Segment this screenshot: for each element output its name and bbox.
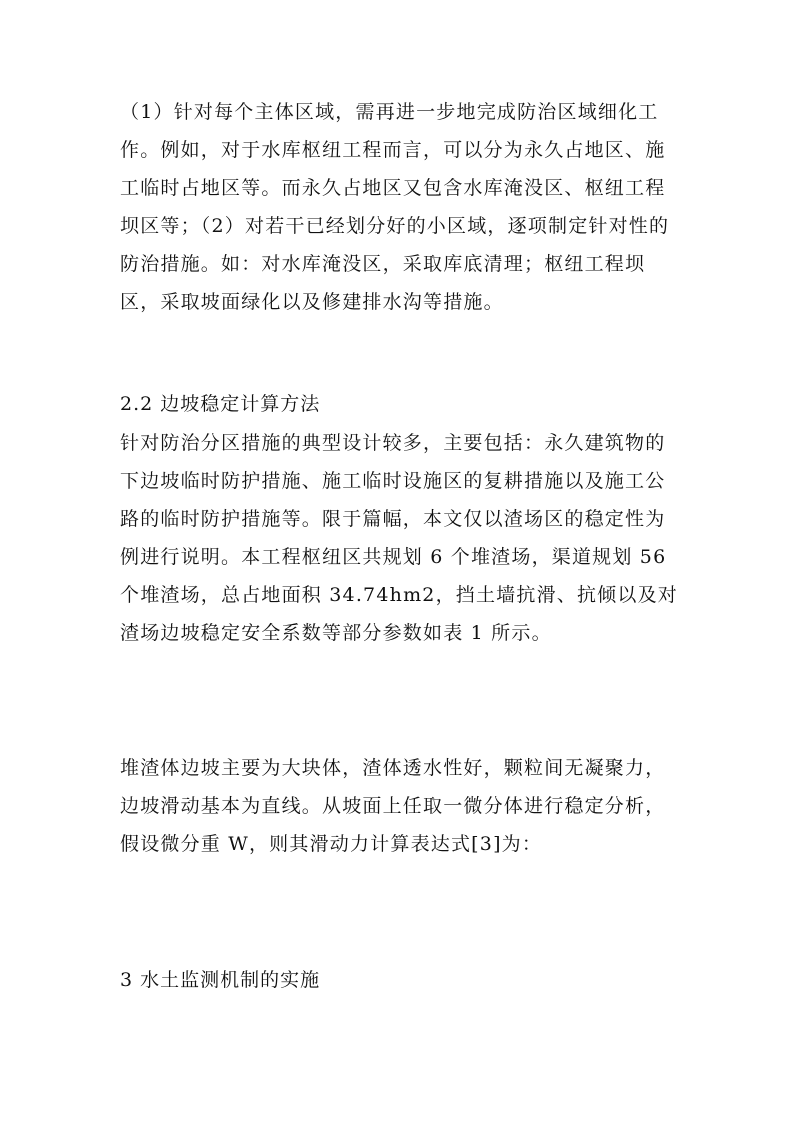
paragraph-typical-design: 针对防治分区措施的典型设计较多，主要包括：永久建筑物的下边坡临时防护措施、施工临时设施区的复耕措施以及施工公路的临时防护措施等。限于篇幅，本文仅以渣场区的稳定性为例进行说明。本工程枢纽区共规划 6 个堆渣场，渠道规划 56 个堆渣场，总占地面积 34.74hm2，挡土墙抗滑、抗倾以及对渣场边坡稳定安全系数等部分参数如表 1 所示。 — [120, 432, 678, 644]
section-heading-3: 3 水土监测机制的实施 — [120, 969, 321, 991]
paragraph-slope-analysis: 堆渣体边坡主要为大块体，渣体透水性好，颗粒间无凝聚力，边坡滑动基本为直线。从坡面上任取一微分体进行稳定分析，假设微分重 W，则其滑动力计算表达式[3]为： — [120, 757, 666, 855]
section-heading-2-2: 2.2 边坡稳定计算方法 — [120, 393, 321, 415]
paragraph-zoning-measures: （1）针对每个主体区域，需再进一步地完成防治区域细化工作。例如，对于水库枢纽工程而言，可以分为永久占地区、施工临时占地区等。而永久占地区又包含水库淹没区、枢纽工程坝区等；（2）对若干已经划分好的小区域，逐项制定针对性的防治措施。如：对水库淹没区，采取库底清理；枢纽工程坝区，采取坡面绿化以及修建排水沟等措施。 — [120, 101, 670, 313]
